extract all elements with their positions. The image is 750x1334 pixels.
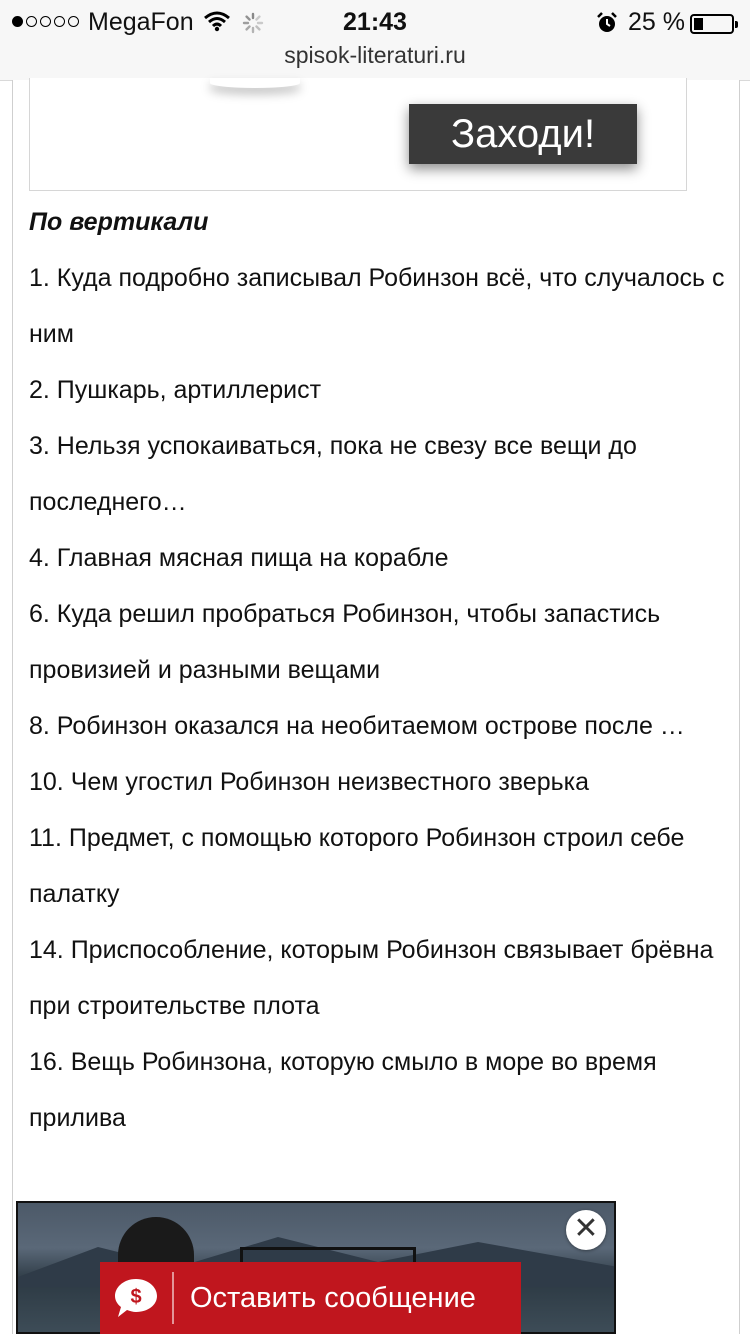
alarm-icon	[596, 12, 618, 39]
list-item: 4. Главная мясная пища на корабле	[29, 544, 449, 572]
button-divider	[172, 1272, 174, 1324]
leave-message-button[interactable]	[100, 1262, 521, 1334]
leave-message-label: Оставить сообщение	[190, 1281, 476, 1314]
page-content	[12, 80, 740, 1334]
status-bar	[0, 0, 750, 81]
list-item: 14. Приспособление, которым Робинзон связывает брёвна при строительстве плота	[29, 936, 714, 1020]
section-title: По вертикали	[29, 208, 209, 236]
enter-button[interactable]: Заходи!	[409, 104, 637, 164]
svg-text:$: $	[130, 1286, 142, 1308]
clue-list	[29, 250, 729, 1146]
status-row	[0, 6, 750, 38]
list-item: 1. Куда подробно записывал Робинзон всё, что случалось с ним	[29, 264, 725, 348]
list-item: 6. Куда решил пробраться Робинзон, чтобы запастись провизией и разными вещами	[29, 600, 661, 684]
chat-bubble-icon	[100, 1262, 172, 1334]
ad-image-shadow	[210, 78, 300, 88]
list-item: 11. Предмет, с помощью которого Робинзон строил себе палатку	[29, 824, 685, 908]
list-item: 16. Вещь Робинзона, которую смыло в море во время прилива	[29, 1048, 657, 1132]
list-item: 2. Пушкарь, артиллерист	[29, 376, 322, 404]
address-bar-url[interactable]: spisok-literaturi.ru	[284, 42, 466, 68]
close-icon[interactable]: ✕	[566, 1210, 606, 1250]
list-item: 10. Чем угостил Робинзон неизвестного зверька	[29, 768, 590, 796]
list-item: 8. Робинзон оказался на необитаемом острове после …	[29, 712, 685, 740]
battery-icon	[690, 14, 734, 34]
list-item: 3. Нельзя успокаиваться, пока не свезу все вещи до последнего…	[29, 432, 637, 516]
clock-time: 21:43	[343, 8, 407, 36]
battery-level-fill	[694, 18, 703, 30]
top-ad-banner[interactable]	[29, 78, 687, 191]
battery-percent: 25 %	[628, 8, 685, 36]
carrier-name: MegaFon	[88, 8, 194, 36]
